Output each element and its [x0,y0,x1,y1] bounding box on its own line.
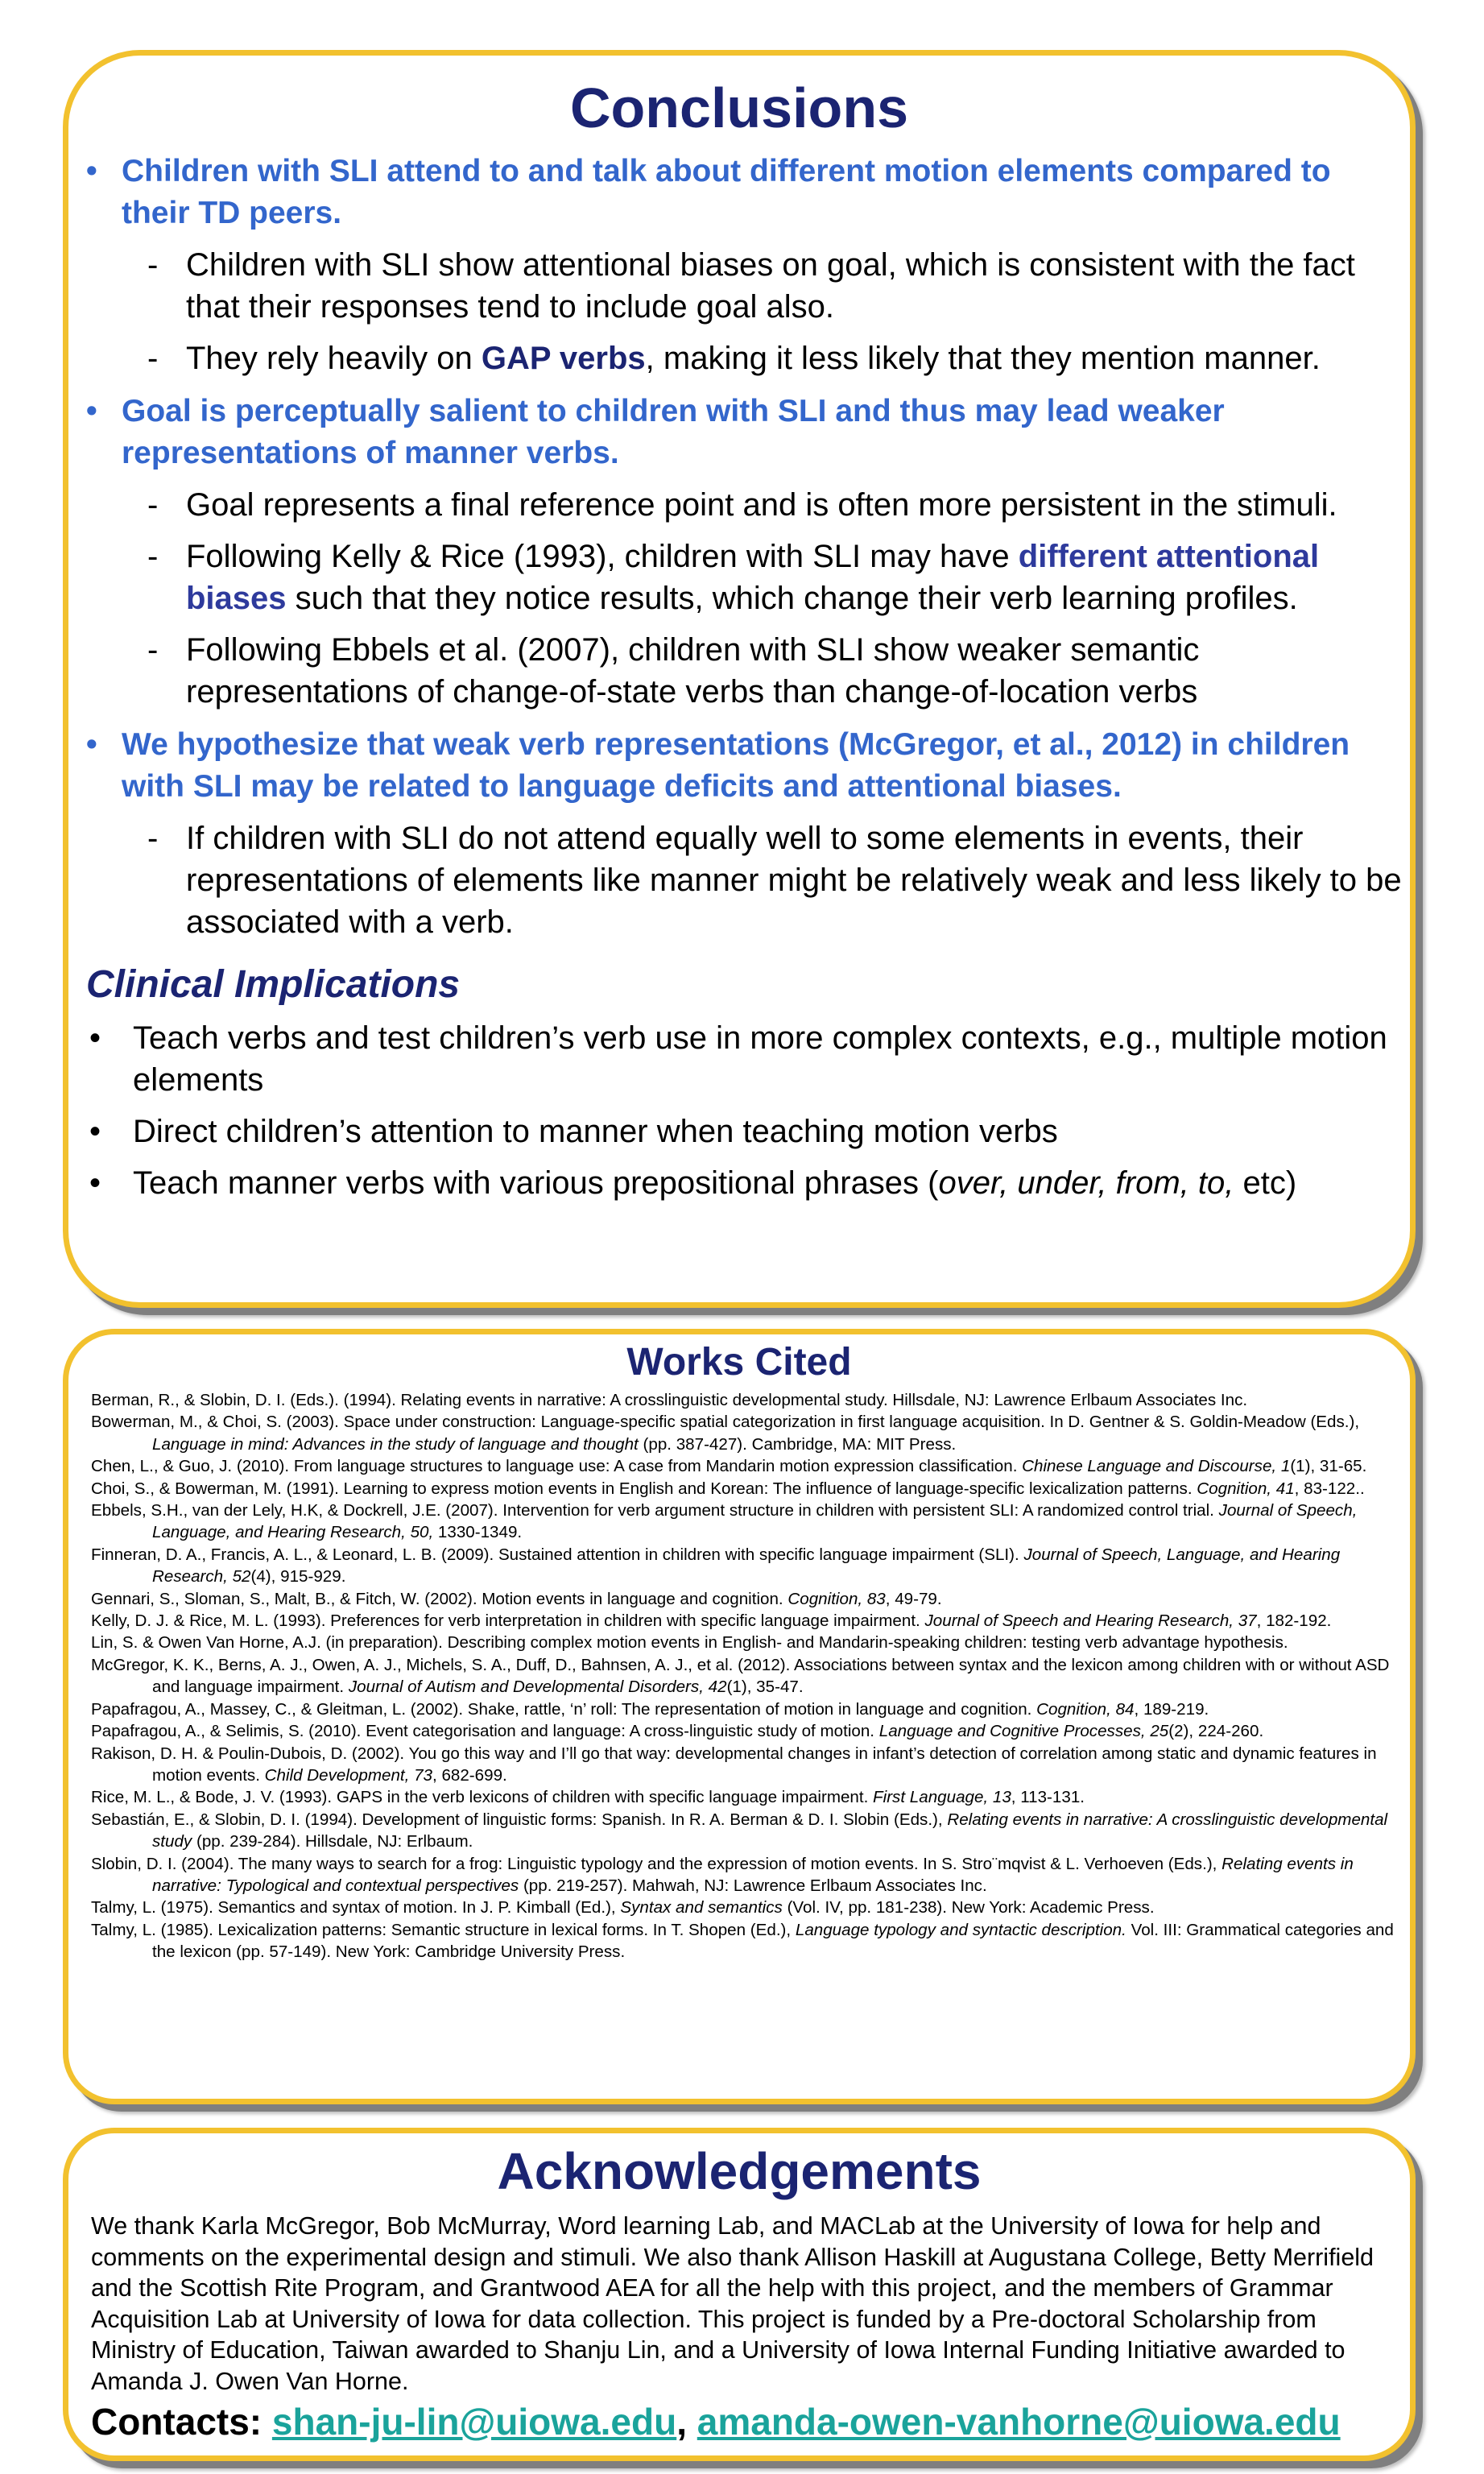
reference-item: Kelly, D. J. & Rice, M. L. (1993). Preferences for verb interpretation in children with specific language impairment. Journal of Speech and Hearing Research, 37, 182-192. [91,1611,1332,1631]
sub-point: - Following Kelly & Rice (1993), children with SLI may have different attentional biases such that they notice results, which change their verb learning profiles. [68,536,1410,619]
bullet-icon: • [86,727,97,762]
works-cited-title: Works Cited [626,1341,852,1384]
acknowledgements-text: We thank Karla McGregor, Bob McMurray, Word learning Lab, and MACLab at the University of Iowa for help and comments on the experimental design and stimuli. We also thank Allison Haskill at Augustana College, Betty Merrifield and the Scottish Rite Program, and Grantwood AEA for all the help with this project, and the members of Grammar Acquisition Lab at University of Iowa for data collection. This project is funded by a Pre-doctoral Scholarship from Ministry of Education, Taiwan awarded to Shanju Lin, and a University of Iowa Internal Funding Initiative awarded to Amanda J. Owen Van Horne. [91,2212,1374,2395]
reference-item: Lin, S. & Owen Van Horne, A.J. (in preparation). Describing complex motion events in English- and Mandarin-speaking children: testing verb advantage hypothesis. [91,1633,1288,1653]
sub-point: - If children with SLI do not attend equally well to some elements in events, their representations of elements like manner might be relatively weak and less likely to be associated with a verb. [68,817,1410,943]
reference-item: Chen, L., & Guo, J. (2010). From language structures to language use: A case from Mandarin motion expression classification. Chinese Language and Discourse, 1(1), 31-65. [91,1457,1367,1476]
clinical-item: • Teach verbs and test children’s verb use in more complex contexts, e.g., multiple motion elements [68,1017,1410,1101]
highlight-attentional-biases: different attentional biases [186,539,1320,616]
reference-list [91,1389,1402,1963]
bullet-icon: • [89,1020,101,1056]
works-cited-panel [63,1329,1416,2104]
conclusions-panel [63,50,1416,1308]
bullet-icon: • [86,394,97,428]
contacts-label: Contacts: [91,2401,262,2443]
reference-item: Sebastián, E., & Slobin, D. I. (1994). Development of linguistic forms: Spanish. In R. A. Berman & D. I. Slobin (Eds.), Relating events in narrative: A crosslinguistic developmental study (pp. 239-284). Hillsdale, NJ: Erlbaum. [91,1810,1388,1851]
reference-item: Rakison, D. H. & Poulin-Dubois, D. (2002). You go this way and I’ll go that way: developmental changes in infant’s detection of correlation among static and dynamic features in motion events. Child Development, 73, 682-699. [91,1744,1377,1785]
contacts-line: Contacts: shan-ju-lin@uiowa.edu, amanda-owen-vanhorne@uiowa.edu [91,2401,1341,2443]
sub-point: - Following Ebbels et al. (2007), children with SLI show weaker semantic representations of change-of-state verbs than change-of-location verbs [68,629,1410,713]
dash-icon: - [147,487,159,523]
clinical-item: • Direct children’s attention to manner when teaching motion verbs [68,1111,1410,1152]
sub-point: - Goal represents a final reference point and is often more persistent in the stimuli. [68,484,1410,526]
reference-item: McGregor, K. K., Berns, A. J., Owen, A. J., Michels, S. A., Duff, D., Bahnsen, A. J., et al. (2012). Associations between syntax and the lexicon among children with or without ASD and language impairment. Journal of Autism and Developmental Disorders, 42(1), 35-47. [91,1655,1390,1697]
bullet-icon: • [89,1165,101,1201]
main-point: • Children with SLI attend to and talk about different motion elements compared to their TD peers. [68,151,1410,234]
clinical-item: • Teach manner verbs with various prepositional phrases (over, under, from, to, etc) [68,1162,1410,1204]
clinical-implications-title: Clinical Implications [86,963,461,1006]
dash-icon: - [147,341,159,376]
highlight-gap-verbs: GAP verbs [481,341,646,376]
reference-item: Finneran, D. A., Francis, A. L., & Leonard, L. B. (2009). Sustained attention in children with specific language impairment (SLI). Journal of Speech, Language, and Hearing Research, 52(4), 915-929. [91,1545,1341,1587]
acknowledgements-title: Acknowledgements [497,2142,982,2200]
bullet-icon: • [86,154,97,188]
dash-icon: - [147,247,159,283]
email-link-amanda-owen-vanhorne[interactable]: amanda-owen-vanhorne@uiowa.edu [697,2401,1341,2443]
reference-item: Talmy, L. (1975). Semantics and syntax of motion. In J. P. Kimball (Ed.), Syntax and semantics (Vol. IV, pp. 181-238). New York: Academic Press. [91,1898,1155,1918]
main-point: • We hypothesize that weak verb representations (McGregor, et al., 2012) in children with SLI may be related to language deficits and attentional biases. [68,724,1410,808]
reference-item: Slobin, D. I. (2004). The many ways to search for a frog: Linguistic typology and the expression of motion events. In S. Stro¨mqvist & L. Verhoeven (Eds.), Relating events in narrative: Typological and contextual perspectives (pp. 219-257). Mahwah, NJ: Lawrence Erlbaum Associates Inc. [91,1854,1354,1895]
reference-item: Talmy, L. (1985). Lexicalization patterns: Semantic structure in lexical forms. In T. Shopen (Ed.), Language typology and syntactic description. Vol. III: Grammatical categories and the lexicon (pp. 57-149). New York: Cambridge University Press. [91,1920,1394,1962]
sub-point: - Children with SLI show attentional biases on goal, which is consistent with the fact that their responses tend to include goal also. [68,244,1410,328]
sub-point: - They rely heavily on GAP verbs, making it less likely that they mention manner. [68,337,1410,379]
reference-item: Rice, M. L., & Bode, J. V. (1993). GAPS in the verb lexicons of children with specific language impairment. First Language, 13, 113-131. [91,1788,1085,1807]
email-link-shan-ju-lin[interactable]: shan-ju-lin@uiowa.edu [271,2401,677,2443]
bullet-icon: • [89,1114,101,1149]
conclusions-title: Conclusions [569,77,909,139]
main-point: • Goal is perceptually salient to children with SLI and thus may lead weaker representations of manner verbs. [68,391,1410,474]
reference-item: Gennari, S., Sloman, S., Malt, B., & Fitch, W. (2002). Motion events in language and cognition. Cognition, 83, 49-79. [91,1589,942,1608]
reference-item: Berman, R., & Slobin, D. I. (Eds.). (1994). Relating events in narrative: A crosslinguistic developmental study. Hillsdale, NJ: Lawrence Erlbaum Associates Inc. [91,1391,1248,1409]
reference-item: Papafragou, A., & Selimis, S. (2010). Event categorisation and language: A cross-linguistic study of motion. Language and Cognitive Processes, 25(2), 224-260. [91,1722,1264,1741]
dash-icon: - [147,539,159,574]
acknowledgements-panel [63,2128,1416,2461]
reference-item: Papafragou, A., Massey, C., & Gleitman, L. (2002). Shake, rattle, ‘n’ roll: The representation of motion in language and cognition. Cognition, 84, 189-219. [91,1699,1209,1719]
reference-item: Choi, S., & Bowerman, M. (1991). Learning to express motion events in English and Korean: The influence of language-specific lexicalization patterns. Cognition, 41, 83-122.. [91,1479,1365,1498]
reference-item: Ebbels, S.H., van der Lely, H.K, & Dockrell, J.E. (2007). Intervention for verb argument structure in children with persistent SLI: A randomized control trial. Journal of Speech, Language, and Hearing Research, 50, 1330-1349. [91,1501,1358,1542]
reference-item: Bowerman, M., & Choi, S. (2003). Space under construction: Language-specific spatial categorization in first language acquisition. In D. Gentner & S. Goldin-Meadow (Eds.), Language in mind: Advances in the study of language and thought (pp. 387-427). Cambridge, MA: MIT Press. [91,1413,1360,1454]
dash-icon: - [147,821,159,856]
dash-icon: - [147,632,159,668]
conclusions-list [68,151,1410,1214]
